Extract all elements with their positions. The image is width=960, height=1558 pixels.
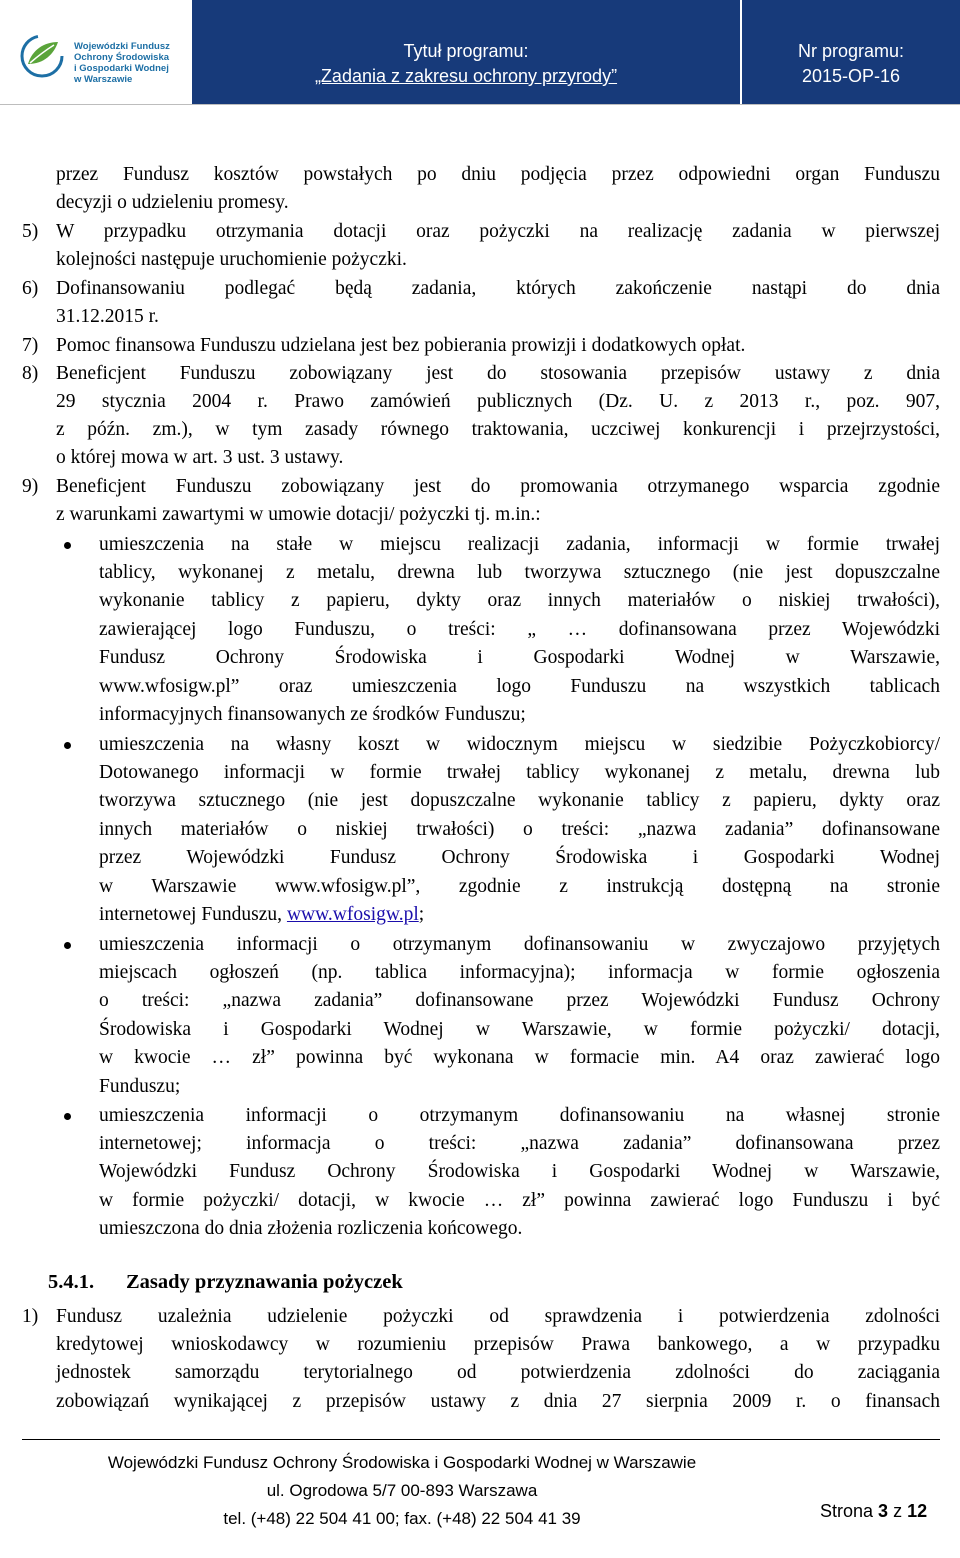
bullet-line: o treści: „nazwa zadania” dofinansowane przez Wojewódzki Fundusz Ochrony — [99, 990, 940, 1011]
page-indicator — [820, 1497, 927, 1525]
bullet-line: wykonanie tablicy z papieru, dykty oraz innych materiałów o niskiej trwałości), — [99, 590, 940, 611]
page-total: 12 — [907, 1501, 928, 1521]
program-title-box — [190, 0, 740, 104]
footer-line: ul. Ogrodowa 5/7 00-893 Warszawa — [266, 1481, 538, 1500]
list-number: 8) — [22, 363, 39, 384]
logo-line: Wojewódzki Fundusz — [74, 41, 170, 52]
bullet-line: Środowiska i Gospodarki Wodnej w Warszawie, w formie pożyczki/ dotacji, — [99, 1019, 940, 1040]
bullet-line-text: internetowej Funduszu, — [99, 904, 287, 925]
bullet-icon — [64, 1113, 71, 1120]
bullet-line — [99, 901, 940, 930]
paragraph-line: W przypadku otrzymania dotacji oraz pożyczki na realizację zadania w pierwszej — [56, 221, 940, 242]
bullet-icon — [64, 942, 71, 949]
bullet-line: tablicy, wykonanej z metalu, drewna lub tworzywa sztucznego (nie jest dopuszczalne — [99, 562, 940, 583]
bullet-line-text: ; — [418, 904, 425, 925]
logo-line: i Gospodarki Wodnej — [74, 63, 169, 74]
page-separator: z — [888, 1501, 908, 1521]
footer-line: tel. (+48) 22 504 41 00; fax. (+48) 22 504 41 39 — [223, 1509, 581, 1528]
bullet-line: www.wfosigw.pl” oraz umieszczenia logo Funduszu na wszystkich tablicach — [99, 676, 940, 697]
bullet-line: Dotowanego informacji w formie trwałej tablicy wykonanej z metalu, drewna lub — [99, 762, 940, 783]
page-header — [0, 0, 960, 105]
paragraph-line: kolejności następuje uruchomienie pożyczki. — [56, 249, 407, 270]
bullet-line: innych materiałów o niskiej trwałości) o treści: „nazwa zadania” dofinansowane — [99, 819, 940, 840]
paragraph-line: 29 stycznia 2004 r. Prawo zamówień publicznych (Dz. U. z 2013 r., poz. 907, — [56, 391, 940, 412]
page-prefix: Strona — [820, 1501, 879, 1521]
bullet-icon — [64, 542, 71, 549]
logo-line: Ochrony Środowiska — [74, 52, 170, 63]
footer-address — [22, 1449, 782, 1533]
bullet-icon — [64, 742, 71, 749]
list-number: 7) — [22, 335, 39, 356]
bullet-line: umieszczenia na własny koszt w widocznym miejscu w siedzibie Pożyczkobiorcy/ — [99, 734, 940, 755]
paragraph-line: jednostek samorządu terytorialnego od potwierdzenia zdolności do zaciągania — [56, 1362, 940, 1383]
paragraph-line: Fundusz uzależnia udzielenie pożyczki od sprawdzenia i potwierdzenia zdolności — [56, 1306, 940, 1327]
paragraph-line: Beneficjent Funduszu zobowiązany jest do stosowania przepisów ustawy z dnia — [56, 363, 940, 384]
list-number: 5) — [22, 221, 39, 242]
paragraph-line: kredytowej wnioskodawcy w rozumieniu przepisów Prawa bankowego, a w przypadku — [56, 1334, 940, 1355]
paragraph-line: decyzji o udzieleniu promesy. — [56, 192, 289, 213]
bullet-line: w Warszawie www.wfosigw.pl”, zgodnie z instrukcją dostępną na stronie — [99, 876, 940, 897]
section-title: Zasady przyznawania pożyczek — [126, 1271, 403, 1293]
bullet-line: Fundusz Ochrony Środowiska i Gospodarki Wodnej w Warszawie, — [99, 647, 940, 668]
program-number-box — [740, 0, 960, 104]
paragraph-line: z warunkami zawartymi w umowie dotacji/ pożyczki tj. m.in.: — [56, 504, 541, 525]
bullet-line: umieszczenia informacji o otrzymanym dofinansowaniu na własnej stronie — [99, 1105, 940, 1126]
paragraph-line: zobowiązań wynikającej z przepisów ustawy z dnia 27 sierpnia 2009 r. o finansach — [56, 1391, 940, 1412]
paragraph-line: Beneficjent Funduszu zobowiązany jest do promowania otrzymanego wsparcia zgodnie — [56, 476, 940, 497]
footer-divider — [22, 1439, 940, 1440]
organization-logo — [0, 0, 190, 104]
paragraph-line: o której mowa w art. 3 ust. 3 ustawy. — [56, 447, 344, 468]
logo-line: w Warszawie — [74, 74, 133, 85]
program-number-value: 2015-OP-16 — [801, 66, 901, 86]
program-number-label: Nr programu: — [797, 41, 905, 61]
bullet-line: umieszczenia informacji o otrzymanym dofinansowaniu w zwyczajowo przyjętych — [99, 934, 940, 955]
leaf-logo-icon — [18, 32, 66, 80]
wfosigw-website-link[interactable]: www.wfosigw.pl — [286, 904, 419, 925]
program-title-value: „Zadania z zakresu ochrony przyrody” — [314, 66, 618, 86]
bullet-line: Funduszu; — [99, 1076, 181, 1097]
list-number: 6) — [22, 278, 39, 299]
bullet-line: Wojewódzki Fundusz Ochrony Środowiska i Gospodarki Wodnej w Warszawie, — [99, 1161, 940, 1182]
section-number: 5.4.1. — [48, 1271, 95, 1293]
bullet-line: internetowej; informacja o treści: „nazwa zadania” dofinansowana przez — [99, 1133, 940, 1154]
program-title-label: Tytuł programu: — [403, 41, 529, 61]
bullet-line: przez Wojewódzki Fundusz Ochrony Środowiska i Gospodarki Wodnej — [99, 847, 940, 868]
bullet-line: w kwocie … zł” powinna być wykonana w formacie min. A4 oraz zawierać logo — [99, 1047, 940, 1068]
section-heading — [48, 1268, 403, 1296]
bullet-line: tworzywa sztucznego (nie jest dopuszczalne wykonanie tablicy z papieru, dykty oraz — [99, 790, 940, 811]
bullet-line: miejscach ogłoszeń (np. tablica informacyjna); informacja w formie ogłoszenia — [99, 962, 940, 983]
paragraph-line: przez Fundusz kosztów powstałych po dniu podjęcia przez odpowiedni organ Funduszu — [56, 164, 940, 185]
bullet-line: umieszczona do dnia złożenia rozliczenia końcowego. — [99, 1218, 523, 1239]
bullet-line: zawierającej logo Funduszu, o treści: „ … dofinansowana przez Wojewódzki — [99, 619, 940, 640]
page-current: 3 — [878, 1501, 889, 1521]
list-number: 1) — [22, 1306, 39, 1327]
logo-text — [74, 41, 194, 85]
paragraph-line: z późn. zm.), w tym zasady równego traktowania, uczciwej konkurencji i przejrzystości, — [56, 419, 940, 440]
bullet-line: informacyjnych finansowanych ze środków Funduszu; — [99, 704, 526, 725]
paragraph-line: Pomoc finansowa Funduszu udzielana jest bez pobierania prowizji i dodatkowych opłat. — [56, 335, 746, 356]
list-number: 9) — [22, 476, 39, 497]
paragraph-line: 31.12.2015 r. — [56, 306, 159, 327]
paragraph-line: Dofinansowaniu podlegać będą zadania, których zakończenie nastąpi do dnia — [56, 278, 940, 299]
bullet-line: w formie pożyczki/ dotacji, w kwocie … zł” powinna zawierać logo Funduszu i być — [99, 1190, 940, 1211]
footer-line: Wojewódzki Fundusz Ochrony Środowiska i Gospodarki Wodnej w Warszawie — [107, 1453, 697, 1472]
bullet-line: umieszczenia na stałe w miejscu realizacji zadania, informacji w formie trwałej — [99, 534, 940, 555]
